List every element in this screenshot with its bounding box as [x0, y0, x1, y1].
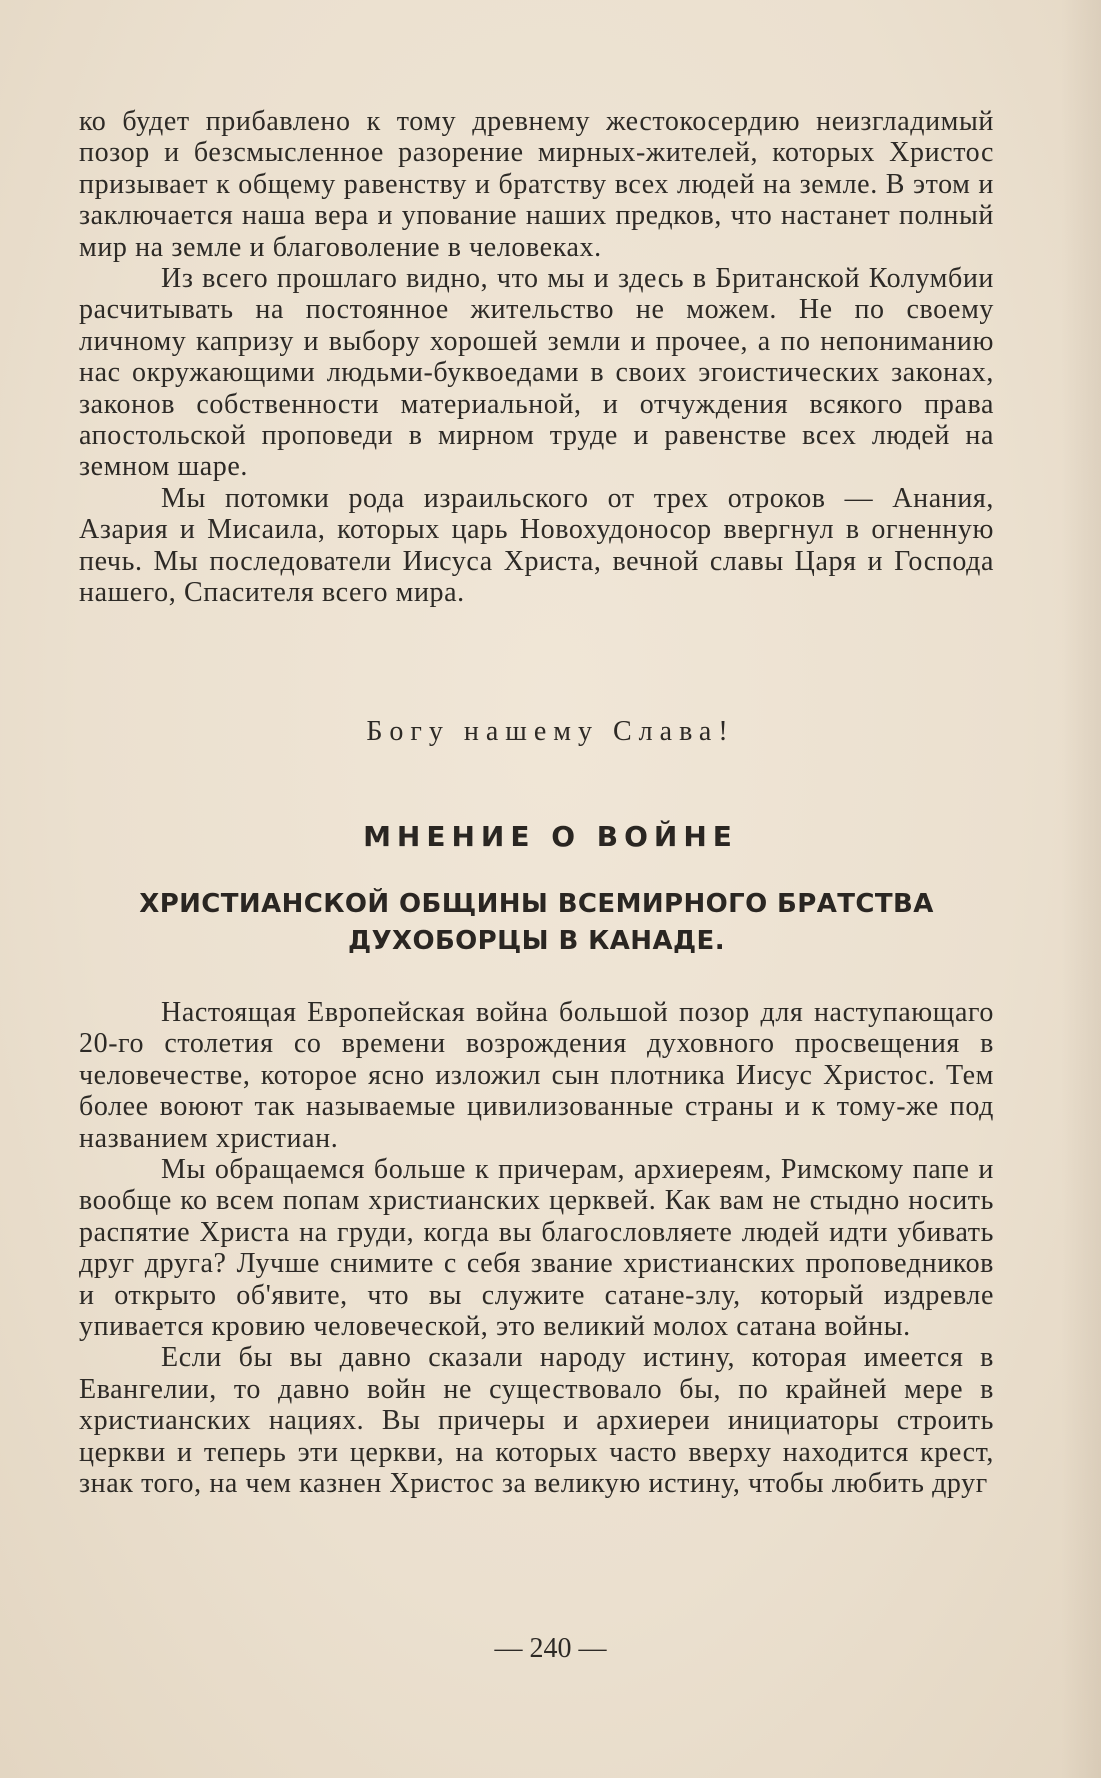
paragraph: Мы потомки рода израильского от трех отроков — Анания, Азария и Мисаила, которых царь Новохудоносор ввергнул в огненную печь. Мы последователи Иисуса Христа, вечной славы Царя и Господа нашего, Спасителя всего мира. [79, 482, 994, 609]
section-title: МНЕНИЕ О ВОЙНЕ [363, 820, 738, 853]
subtitle-line: ХРИСТИАНСКОЙ ОБЩИНЫ ВСЕМИРНОГО БРАТСТВА [139, 889, 934, 919]
page-number: — 240 — [494, 1633, 607, 1664]
subtitle-line: ДУХОБОРЦЫ В КАНАДЕ. [348, 926, 725, 956]
paragraph: ко будет прибавлено к тому древнему жестокосердию неизгладимый позор и безсмысленное разорение мирных-жителей, которых Христос призывает к общему равенству и братству всех людей на земле. В этом и заключается наша вера и упование наших предков, что настанет полный мир на земле и благоволение в человеках. [79, 106, 994, 263]
paragraph: Мы обращаемся больше к причерам, архиереям, Римскому папе и вообще ко всем попам христианских церквей. Как вам не стыдно носить распятие Христа на груди, когда вы благословляете людей идти убивать друг друга? Лучше снимите с себя звание христианских проповедников и открыто об'явите, что вы служите сатане-злу, который издревле упивается кровию человеческой, это великий молох сатана войны. [79, 1154, 994, 1343]
section-subtitle [79, 886, 994, 960]
closing-line: Богу нашему Слава! [366, 716, 735, 747]
paragraph: Настоящая Европейская война большой позор для наступающаго 20-го столетия со времени возрождения духовного просвещения в человечестве, которое ясно изложил сын плотника Иисус Христос. Тем более воюют так называемые цивилизованные страны и к тому-же под названием христиан. [79, 997, 994, 1154]
text-block-lower [79, 997, 994, 1500]
paragraph: Из всего прошлаго видно, что мы и здесь в Британской Колумбии расчитывать на постоянное жительство не можем. Не по своему личному капризу и выбору хорошей земли и прочее, а по непониманию нас окружающими людьми-буквоедами в своих эгоистических законах, законов собственности материальной, и отчуждения всякого права апостольской проповеди в мирном труде и равенстве всех людей на земном шаре. [79, 263, 994, 483]
text-block-upper [79, 106, 994, 609]
paragraph: Если бы вы давно сказали народу истину, которая имеется в Евангелии, то давно войн не существовало бы, по крайней мере в христианских нациях. Вы причеры и архиереи инициаторы строить церкви и теперь эти церкви, на которых часто вверху находится крест, знак того, на чем казнен Христос за великую истину, чтобы любить друг [79, 1342, 994, 1500]
page-edge-shadow [1061, 0, 1101, 1778]
